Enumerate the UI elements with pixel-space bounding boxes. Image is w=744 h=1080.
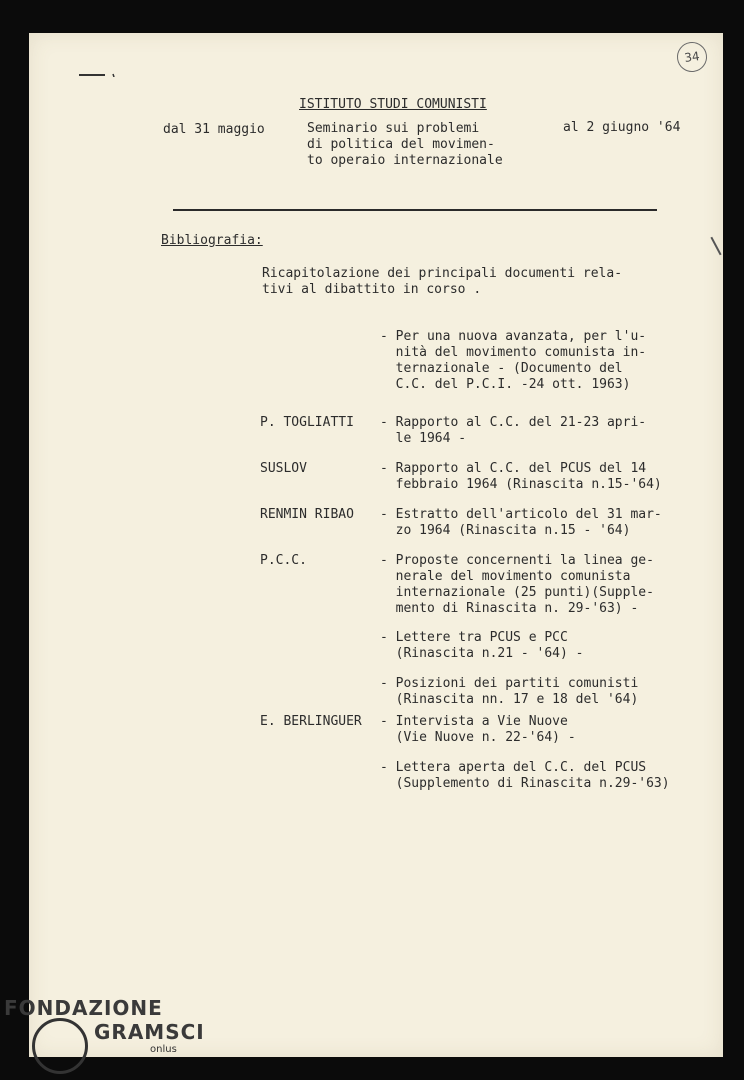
- entry-line: - Lettere tra PCUS e PCC: [380, 630, 568, 645]
- entry-line: zo 1964 (Rinascita n.15 - '64): [380, 523, 631, 538]
- watermark-line: onlus: [150, 1044, 177, 1055]
- seminar-line: di politica del movimen-: [307, 137, 495, 152]
- entry-line: le 1964 -: [380, 431, 467, 446]
- entry-line: (Vie Nuove n. 22-'64) -: [380, 730, 576, 745]
- entry-line: - Per una nuova avanzata, per l'u-: [380, 329, 647, 344]
- entry-line: nità del movimento comunista in-: [380, 345, 647, 360]
- entry-line: - Rapporto al C.C. del 21-23 apri-: [380, 415, 647, 430]
- entry-line: ternazionale - (Documento del: [380, 361, 623, 376]
- watermark-line: GRAMSCI: [94, 1020, 205, 1044]
- watermark-ring-icon: [32, 1018, 88, 1074]
- fondazione-gramsci-watermark: [4, 996, 205, 1076]
- entry-line: - Proposte concernenti la linea ge-: [380, 553, 654, 568]
- watermark-line: FONDAZIONE: [4, 996, 163, 1020]
- entry-line: C.C. del P.C.I. -24 ott. 1963): [380, 377, 631, 392]
- entry-author: E. BERLINGUER: [260, 714, 362, 729]
- date-from: dal 31 maggio: [163, 122, 265, 137]
- entry-line: nerale del movimento comunista: [380, 569, 631, 584]
- entry-author: P.C.C.: [260, 553, 307, 568]
- document-page: [29, 33, 723, 1057]
- seminar-line: to operaio internazionale: [307, 153, 503, 168]
- date-to: al 2 giugno '64: [563, 120, 681, 135]
- intro-line: tivi al dibattito in corso .: [262, 282, 482, 297]
- pencil-tick-mark: [710, 237, 721, 256]
- intro-line: Ricapitolazione dei principali documenti rela-: [262, 266, 623, 281]
- entry-line: febbraio 1964 (Rinascita n.15-'64): [380, 477, 662, 492]
- entry-line: mento di Rinascita n. 29-'63) -: [380, 601, 639, 616]
- entry-line: (Rinascita nn. 17 e 18 del '64): [380, 692, 639, 707]
- entry-line: - Posizioni dei partiti comunisti: [380, 676, 639, 691]
- entry-line: - Lettera aperta del C.C. del PCUS: [380, 760, 647, 775]
- entry-line: internazionale (25 punti)(Supple-: [380, 585, 654, 600]
- entry-line: - Intervista a Vie Nuove: [380, 714, 568, 729]
- bibliography-heading: Bibliografia:: [161, 233, 263, 248]
- entry-author: P. TOGLIATTI: [260, 415, 354, 430]
- divider: [173, 209, 657, 211]
- handwritten-mark: [79, 73, 117, 77]
- entry-author: RENMIN RIBAO: [260, 507, 354, 522]
- entry-author: SUSLOV: [260, 461, 307, 476]
- institute-title: ISTITUTO STUDI COMUNISTI: [299, 97, 487, 112]
- entry-line: (Supplemento di Rinascita n.29-'63): [380, 776, 670, 791]
- entry-line: - Estratto dell'articolo del 31 mar-: [380, 507, 662, 522]
- entry-line: (Rinascita n.21 - '64) -: [380, 646, 584, 661]
- seminar-line: Seminario sui problemi: [307, 121, 480, 136]
- page-number-stamp: 34: [675, 40, 709, 74]
- entry-line: - Rapporto al C.C. del PCUS del 14: [380, 461, 647, 476]
